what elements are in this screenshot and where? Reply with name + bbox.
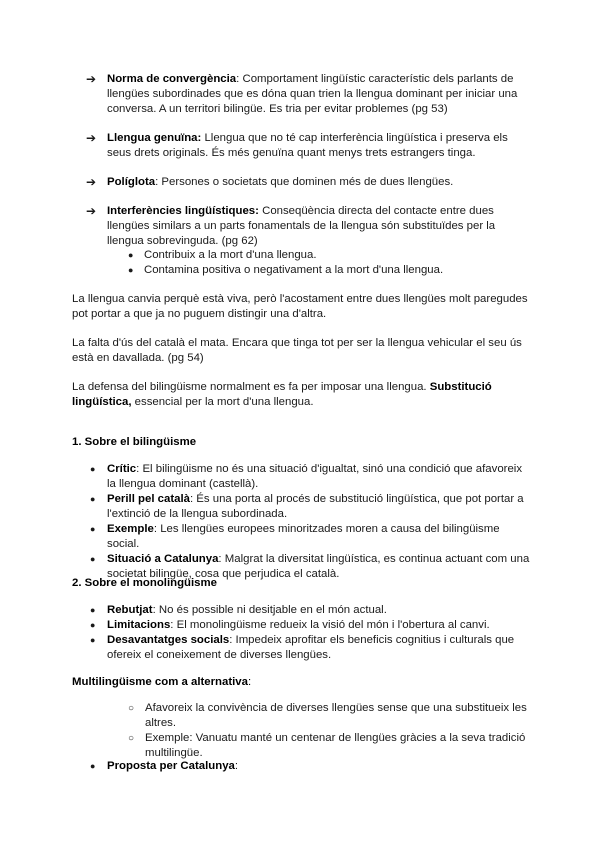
term-label: Llengua genuïna: <box>107 132 202 144</box>
list-item: ● Proposta per Catalunya: <box>90 760 239 772</box>
section-heading: 1. Sobre el bilingüisme <box>72 436 197 448</box>
term-label: Norma de convergència <box>107 73 237 85</box>
list-item: ● Desavantatges socials: Impedeix aprofitar els beneficis cognitius i culturals que ofereix el coneixement de diverses llengües. <box>90 634 515 661</box>
term-label: Políglota <box>107 176 156 188</box>
interference-points <box>128 248 528 278</box>
bullet-icon: ● <box>90 605 96 615</box>
proposal-list <box>90 759 530 774</box>
paragraph: La llengua canvia perquè està viva, però l'acostament entre dues llengües molt paregudes pot portar a que ja no puguem distingir una d'altra. <box>72 293 528 320</box>
arrow-icon: ➔ <box>86 72 97 86</box>
term-llengua-genuina <box>86 131 532 161</box>
list-item: ● Contribuix a la mort d'una llengua. <box>128 249 317 261</box>
term-definition: Persones o societats que dominen més de dues llengües. <box>158 176 454 188</box>
bullet-icon: ● <box>90 620 96 630</box>
list-item: ○ Exemple: Vanuatu manté un centenar de llengües gràcies a la seva tradició multilingüe. <box>128 732 526 759</box>
list-item: ● Exemple: Les llengües europees minoritzades moren a causa del bilingüisme social. <box>90 523 500 550</box>
list-item: ● Situació a Catalunya: Malgrat la diversitat lingüística, es continua actuant com una societat bilingüe, cosa que perjudica el català. <box>90 553 530 580</box>
term-norma-convergencia: ➔ Norma de convergència: Comportament lingüístic característic dels parlants de llengües subordinades que es dóna quan trien la llengua dominant per iniciar una conversa. A un territori bilingüe. Es tria per evitar problemes (pg 53) <box>86 72 518 115</box>
list-item: ● Rebutjat: No és possible ni desitjable en el món actual. <box>90 604 387 616</box>
bullet-icon: ● <box>90 761 96 771</box>
bullet-icon: ● <box>90 494 96 504</box>
list-item: ○ Afavoreix la convivència de diverses llengües sense que una substitueix les altres. <box>128 702 527 729</box>
bullet-icon: ● <box>90 554 96 564</box>
subsection-heading: Multilingüisme com a alternativa: <box>72 676 252 688</box>
term-poliglota: ➔ Políglota: Persones o societats que dominen més de dues llengües. <box>86 175 454 189</box>
multilingualism-list <box>128 701 528 761</box>
bullet-icon: ● <box>128 265 134 275</box>
term-definition: Conseqüència directa del contacte entre dues llengües similars a un parts fonamentals de la llengua són substituïdes per la llengua sobrevinguda. (pg 62) <box>107 205 496 247</box>
bullet-icon: ● <box>90 635 96 645</box>
arrow-icon: ➔ <box>86 204 97 218</box>
arrow-icon: ➔ <box>86 175 97 189</box>
circle-bullet-icon: ○ <box>128 733 135 744</box>
list-item: ● Crític: El bilingüisme no és una situació d'igualtat, sinó una condició que afavoreix la llengua dominant (castellà). <box>90 463 523 490</box>
bullet-icon: ● <box>128 250 134 260</box>
term-label: Interferències lingüístiques: <box>107 205 259 217</box>
list-item: ● Perill pel català: És una porta al procés de substitució lingüística, que pot portar a l'extinció de la llengua subordinada. <box>90 493 524 520</box>
term-definition: Comportament lingüístic característic dels parlants de llengües subordinades que es dóna quan trien la llengua dominant per iniciar una conversa. A un territori bilingüe. Es tria per evitar problemes (pg 53) <box>107 73 518 115</box>
term-definition: Llengua que no té cap interferència lingüística i preserva els seus drets originals. És més genuïna quant menys trets estrangers tinga. <box>107 132 508 159</box>
bullet-icon: ● <box>90 524 96 534</box>
paragraph: La defensa del bilingüisme normalment es fa per imposar una llengua. Substitució lingüística, essencial per la mort d'una llengua. <box>72 381 492 408</box>
list-item: ● Contamina positiva o negativament a la mort d'una llengua. <box>128 264 444 276</box>
circle-bullet-icon: ○ <box>128 703 135 714</box>
paragraph: La falta d'ús del català el mata. Encara que tinga tot per ser la llengua vehicular el seu ús està en davallada. (pg 54) <box>72 337 522 364</box>
term-interferencies <box>86 204 532 249</box>
monolingualism-list <box>90 603 530 663</box>
arrow-icon: ➔ <box>86 131 97 145</box>
bullet-icon: ● <box>90 464 96 474</box>
list-item: ● Limitacions: El monolingüisme redueix la visió del món i l'obertura al canvi. <box>90 619 490 631</box>
bilingualism-list <box>90 462 530 582</box>
section-heading: 2. Sobre el monolingüisme <box>72 577 217 589</box>
